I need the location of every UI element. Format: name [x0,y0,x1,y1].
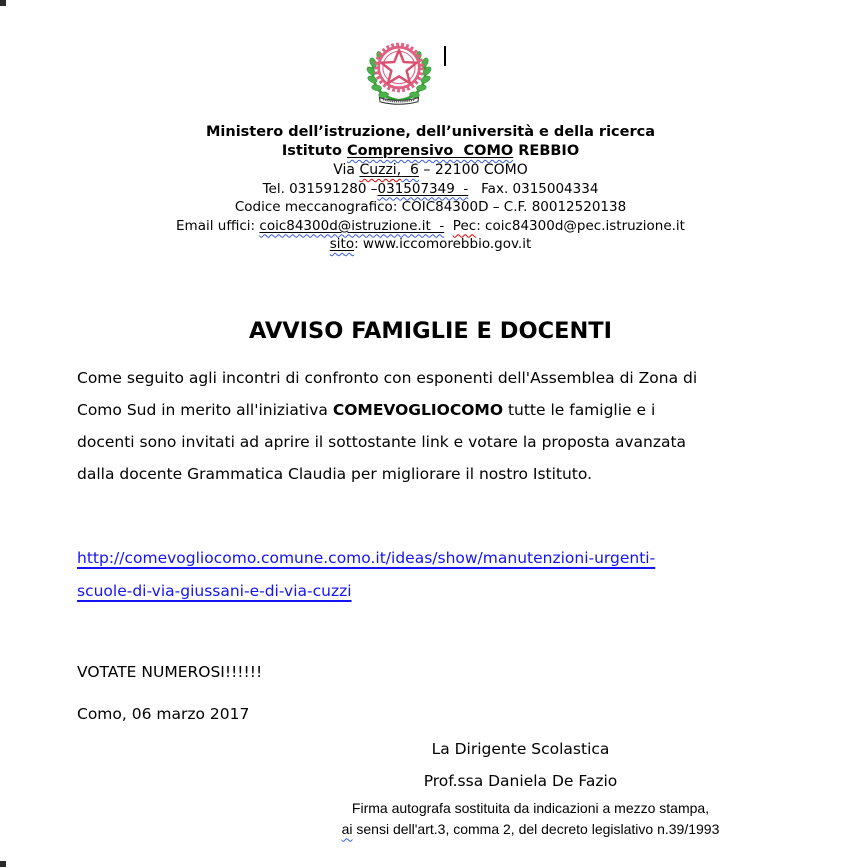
website-line: sito: www.iccomorebbio.gov.it [329,236,532,252]
body-paragraph [77,362,697,490]
vote-link-block [77,542,655,608]
footnote-line: ai sensi dell'art.3, comma 2, del decreto legislativo n.39/1993 [341,820,720,837]
scan-artifact-top-left [0,0,6,6]
italy-emblem-logo [364,36,434,106]
pec-label-text: Pec [452,217,477,234]
ministry-line: Ministero dell’istruzione, dell’università e della ricerca [205,124,656,140]
scan-artifact-bottom-left [0,861,6,867]
institute-underlined-text: Comprensivo COMO [346,143,514,159]
address-line: Via Cuzzi, 6 – 22100 COMO [333,162,528,178]
body-line: Come seguito agli incontri di confronto con esponenti dell'Assemblea di Zona di [77,369,698,387]
body-line: docenti sono invitati ad aprire il sottostante link e votare la proposta avanzata [77,433,687,451]
phone-underlined-text: 031507349 - [377,180,469,197]
signer-name: Prof.ssa Daniela De Fazio [423,772,618,790]
vote-hyperlink[interactable]: http://comevogliocomo.comune.como.it/ideas/show/manutenzioni-urgenti- scuole-di-via-giussani-e-di-via-cuzzi [77,549,656,600]
codes-line: Codice meccanografico: COIC84300D – C.F. 80012520138 [234,199,627,215]
signer-role: La Dirigente Scolastica [431,740,610,758]
sito-label-text: sito [329,236,355,252]
vertical-bar-artifact [444,46,446,66]
place-date-line: Como, 06 marzo 2017 [77,705,250,723]
letterhead [0,123,861,254]
institute-line: Istituto Comprensivo COMO REBBIO [281,143,580,159]
signature-block [180,733,861,797]
street-number-text: 6 [401,162,419,178]
footnote-line: Firma autografa sostituita da indicazioni a mezzo stampa, [351,800,710,816]
street-name-text: Cuzzi, [359,162,402,178]
body-line: dalla docente Grammatica Claudia per migliorare il nostro Istituto. [77,465,593,483]
page-title: AVVISO FAMIGLIE E DOCENTI [248,318,613,344]
phone-line: Tel. 031591280 –031507349 - Fax. 0315004334 [262,180,599,197]
vote-call-text: VOTATE NUMEROSI!!!!!! [77,663,263,681]
legal-footnote [200,798,861,839]
initiative-name-bold: COMEVOGLIOCOMO [332,401,504,419]
footnote-ai-text: ai [341,820,353,837]
email-line: Email uffici: coic84300d@istruzione.it - Pec: coic84300d@pec.istruzione.it [176,217,685,234]
body-line: Como Sud in merito all'iniziativa COMEVOGLIOCOMO tutte le famiglie e i [77,401,656,419]
email-address-text: coic84300d@istruzione.it - [259,217,445,234]
